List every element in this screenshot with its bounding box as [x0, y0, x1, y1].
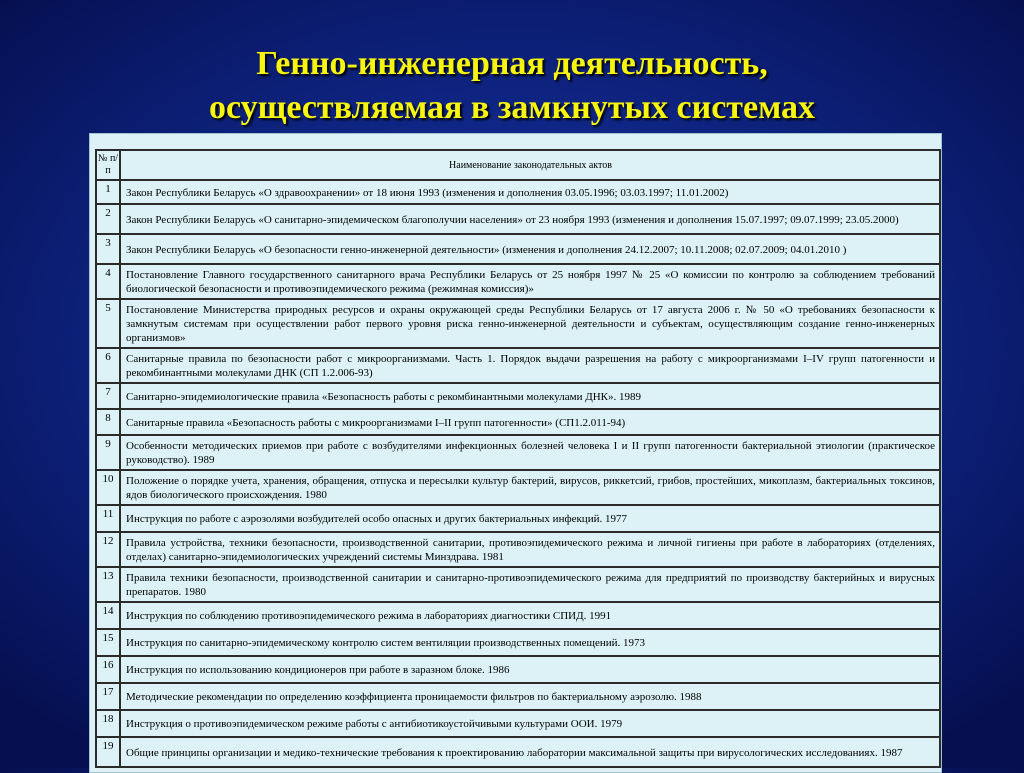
act-name: Методические рекомендации по определению коэффициента проницаемости фильтров по бактериальному аэрозолю. 1988 — [120, 683, 940, 710]
table-row — [96, 264, 940, 299]
act-name: Санитарно-эпидемиологические правила «Безопасность работы с рекомбинантными молекулами ДНК». 1989 — [120, 383, 940, 409]
act-name: Инструкция по соблюдению противоэпидемического режима в лабораториях диагностики СПИД. 1991 — [120, 602, 940, 629]
table-row — [96, 532, 940, 567]
header-name: Наименование законодательных актов — [120, 150, 940, 180]
act-name: Инструкция по использованию кондиционеров при работе в заразном блоке. 1986 — [120, 656, 940, 683]
act-name: Инструкция по работе с аэрозолями возбудителей особо опасных и других бактериальных инфекций. 1977 — [120, 505, 940, 532]
table-header-row — [96, 150, 940, 180]
act-name: Инструкция о противоэпидемическом режиме работы с антибиотикоустойчивыми культурами ООИ. 1979 — [120, 710, 940, 737]
act-name: Санитарные правила «Безопасность работы с микроорганизмами I–II групп патогенности» (СП1.2.011-94) — [120, 409, 940, 435]
row-number: 4 — [96, 264, 120, 299]
table-row — [96, 348, 940, 383]
table-row — [96, 234, 940, 264]
row-number: 16 — [96, 656, 120, 683]
legislative-acts-table — [95, 149, 941, 768]
table-row — [96, 435, 940, 470]
row-number: 15 — [96, 629, 120, 656]
act-name: Положение о порядке учета, хранения, обращения, отпуска и пересылки культур бактерий, вирусов, риккетсий, грибов, простейших, микоплазм, бактериальных токсинов, ядов биологического происхождения. 1980 — [120, 470, 940, 505]
table-row — [96, 710, 940, 737]
row-number: 2 — [96, 204, 120, 234]
table-row — [96, 383, 940, 409]
row-number: 17 — [96, 683, 120, 710]
slide-title-line-2: осуществляемая в замкнутых системах — [208, 89, 816, 126]
act-name: Постановление Министерства природных ресурсов и охраны окружающей среды Республики Беларусь от 17 августа 2006 г. № 50 «О требованиях безопасности к замкнутым системам при осуществлении работ первого уровня риска генно-инженерной деятельности и субъектам, осуществляющим создание генно-инженерных организмов» — [120, 299, 940, 348]
table-row — [96, 567, 940, 602]
row-number: 1 — [96, 180, 120, 204]
act-name: Правила техники безопасности, производственной санитарии и санитарно-противоэпидемического режима для предприятий по производству бактерийных и вирусных препаратов. 1980 — [120, 567, 940, 602]
table-row — [96, 683, 940, 710]
table-row — [96, 470, 940, 505]
table-row — [96, 737, 940, 767]
row-number: 8 — [96, 409, 120, 435]
row-number: 3 — [96, 234, 120, 264]
row-number: 10 — [96, 470, 120, 505]
acts-table-panel — [89, 133, 942, 773]
act-name: Санитарные правила по безопасности работ с микроорганизмами. Часть 1. Порядок выдачи разрешения на работу с микроорганизмами I–IV групп патогенности и рекомбинантными молекулами ДНК (СП 1.2.006-93) — [120, 348, 940, 383]
table-row — [96, 602, 940, 629]
row-number: 14 — [96, 602, 120, 629]
act-name: Закон Республики Беларусь «О санитарно-эпидемическом благополучии населения» от 23 ноября 1993 (изменения и дополнения 15.07.1997; 09.07.1999; 23.05.2000) — [120, 204, 940, 234]
row-number: 19 — [96, 737, 120, 767]
act-name: Общие принципы организации и медико-технические требования к проектированию лаборатории максимальной защиты при вирусологических исследованиях. 1987 — [120, 737, 940, 767]
row-number: 13 — [96, 567, 120, 602]
table-row — [96, 299, 940, 348]
act-name: Закон Республики Беларусь «О здравоохранении» от 18 июня 1993 (изменения и дополнения 03.05.1996; 03.03.1997; 11.01.2002) — [120, 180, 940, 204]
act-name: Закон Республики Беларусь «О безопасности генно-инженерной деятельности» (изменения и дополнения 24.12.2007; 10.11.2008; 02.07.2009; 04.01.2010 ) — [120, 234, 940, 264]
row-number: 12 — [96, 532, 120, 567]
table-row — [96, 629, 940, 656]
act-name: Правила устройства, техники безопасности, производственной санитарии, противоэпидемического режима и личной гигиены при работе в лабораториях (отделениях, отделах) санитарно-эпидемиологических учреждений системы Минздрава. 1981 — [120, 532, 940, 567]
header-number: № п/п — [96, 150, 120, 180]
act-name: Особенности методических приемов при работе с возбудителями инфекционных болезней человека I и II групп патогенности бактериальной этиологии (практическое руководство). 1989 — [120, 435, 940, 470]
slide-title-line-1: Генно-инженерная деятельность, — [256, 45, 768, 82]
row-number: 9 — [96, 435, 120, 470]
table-row — [96, 505, 940, 532]
row-number: 7 — [96, 383, 120, 409]
act-name: Постановление Главного государственного санитарного врача Республики Беларусь от 25 ноября 1997 № 25 «О комиссии по контролю за соблюдением требований биологической безопасности и противоэпидемического режима (режимная комиссия)» — [120, 264, 940, 299]
table-row — [96, 656, 940, 683]
row-number: 11 — [96, 505, 120, 532]
table-row — [96, 180, 940, 204]
row-number: 18 — [96, 710, 120, 737]
row-number: 5 — [96, 299, 120, 348]
table-row — [96, 204, 940, 234]
row-number: 6 — [96, 348, 120, 383]
act-name: Инструкция по санитарно-эпидемическому контролю систем вентиляции производственных помещений. 1973 — [120, 629, 940, 656]
slide-title — [0, 42, 1024, 130]
table-row — [96, 409, 940, 435]
